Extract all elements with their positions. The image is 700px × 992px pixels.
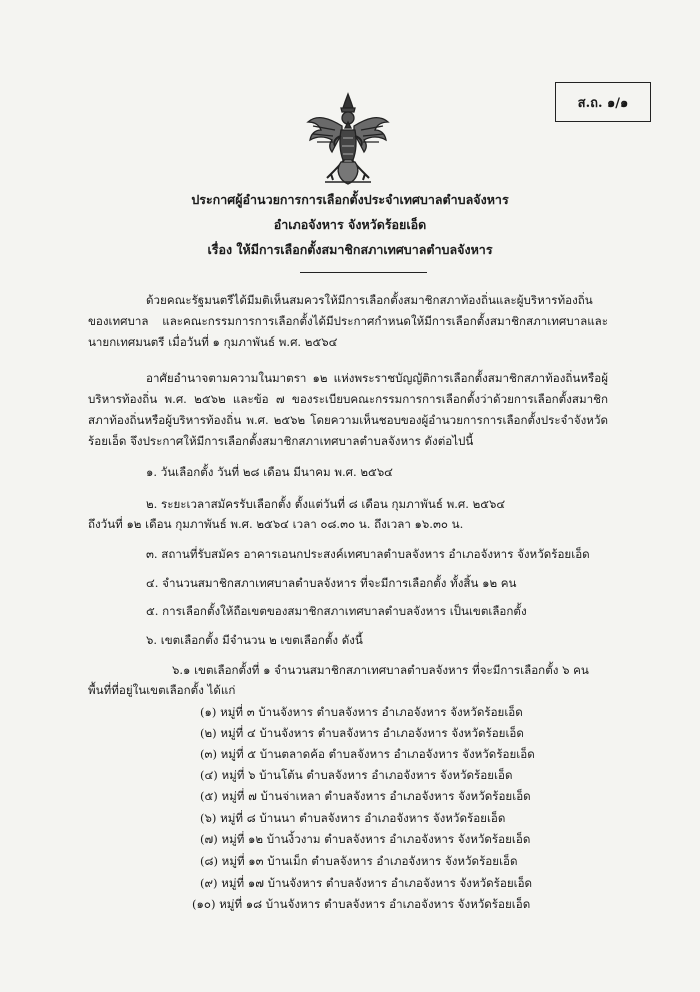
announcement-title: ประกาศผู้อำนวยการการเลือกตั้งประจำเทศบาลตำบลจังหาร: [191, 192, 509, 207]
list-item-village: (๘) หมู่ที่ ๑๓ บ้านเม็ก ตำบลจังหาร อำเภอจังหาร จังหวัดร้อยเอ็ด: [200, 854, 518, 868]
document-code-box: ส.ถ. ๑/๑: [555, 82, 651, 122]
list-item-village: (๑๐) หมู่ที่ ๑๘ บ้านจังหาร ตำบลจังหาร อำเภอจังหาร จังหวัดร้อยเอ็ด: [192, 897, 531, 911]
item-application-venue: ๓. สถานที่รับสมัคร อาคารเอนกประสงค์เทศบาลตำบลจังหาร อำเภอจังหาร จังหวัดร้อยเอ็ด: [146, 547, 590, 561]
list-item-village: (๙) หมู่ที่ ๑๗ บ้านจังหาร ตำบลจังหาร อำเภอจังหาร จังหวัดร้อยเอ็ด: [200, 876, 533, 890]
list-item-village: (๓) หมู่ที่ ๕ บ้านตลาดค้อ ตำบลจังหาร อำเภอจังหาร จังหวัดร้อยเอ็ด: [200, 747, 535, 761]
garuda-emblem-icon: [305, 92, 391, 188]
list-item-village: (๑) หมู่ที่ ๓ บ้านจังหาร ตำบลจังหาร อำเภอจังหาร จังหวัดร้อยเอ็ด: [200, 705, 523, 719]
item-constituency-count: ๖. เขตเลือกตั้ง มีจำนวน ๒ เขตเลือกตั้ง ดังนี้: [146, 633, 363, 647]
paragraph-preamble: ด้วยคณะรัฐมนตรีได้มีมติเห็นสมควรให้มีการเลือกตั้งสมาชิกสภาท้องถิ่นและผู้บริหารท้องถิ่นของเทศบาล และคณะกรรมการการเลือกตั้งได้มีประกาศกำหนดให้มีการเลือกตั้งสมาชิกสภาเทศบาลและนายกเทศมนตรี เมื่อวันที่ ๑ กุมภาพันธ์ พ.ศ. ๒๕๖๔: [88, 293, 608, 349]
list-item-village: (๖) หมู่ที่ ๘ บ้านนา ตำบลจังหาร อำเภอจังหาร จังหวัดร้อยเอ็ด: [200, 811, 506, 825]
announcement-subject: เรื่อง ให้มีการเลือกตั้งสมาชิกสภาเทศบาลตำบลจังหาร: [207, 242, 493, 257]
item-member-count: ๔. จำนวนสมาชิกสภาเทศบาลตำบลจังหาร ที่จะมีการเลือกตั้ง ทั้งสิ้น ๑๒ คน: [146, 576, 517, 590]
announcement-district: อำเภอจังหาร จังหวัดร้อยเอ็ด: [273, 217, 427, 232]
list-item-village: (๗) หมู่ที่ ๑๒ บ้านงิ้วงาม ตำบลจังหาร อำเภอจังหาร จังหวัดร้อยเอ็ด: [200, 832, 531, 846]
list-item-village: (๕) หมู่ที่ ๗ บ้านจ่าเหลา ตำบลจังหาร อำเภอจังหาร จังหวัดร้อยเอ็ด: [200, 789, 531, 803]
item-election-date: ๑. วันเลือกตั้ง วันที่ ๒๘ เดือน มีนาคม พ.ศ. ๒๕๖๔: [146, 465, 393, 479]
item-constituency-one: ๖.๑ เขตเลือกตั้งที่ ๑ จำนวนสมาชิกสภาเทศบาลตำบลจังหาร ที่จะมีการเลือกตั้ง ๖ คน: [172, 663, 589, 677]
paragraph-authority: อาศัยอำนาจตามความในมาตรา ๑๒ แห่งพระราชบัญญัติการเลือกตั้งสมาชิกสภาท้องถิ่นหรือผู้บริหารท้องถิ่น พ.ศ. ๒๕๖๒ และข้อ ๗ ของระเบียบคณะกรรมการการเลือกตั้งว่าด้วยการเลือกตั้งสมาชิกสภาท้องถิ่นหรือผู้บริหารท้องถิ่น พ.ศ. ๒๕๖๒ โดยความเห็นชอบของผู้อำนวยการการเลือกตั้งประจำจังหวัดร้อยเอ็ด จึงประกาศให้มีการเลือกตั้งสมาชิกสภาเทศบาลตำบลจังหาร ดังต่อไปนี้: [88, 371, 608, 448]
item-constituency-one-area: พื้นที่ที่อยู่ในเขตเลือกตั้ง ได้แก่: [88, 683, 236, 697]
title-underline: [300, 272, 427, 273]
item-constituency-basis: ๕. การเลือกตั้งให้ถือเขตของสมาชิกสภาเทศบาลตำบลจังหาร เป็นเขตเลือกตั้ง: [146, 604, 527, 618]
item-application-period-cont: ถึงวันที่ ๑๒ เดือน กุมภาพันธ์ พ.ศ. ๒๕๖๔ เวลา ๐๘.๓๐ น. ถึงเวลา ๑๖.๓๐ น.: [88, 517, 464, 531]
list-item-village: (๒) หมู่ที่ ๔ บ้านจังหาร ตำบลจังหาร อำเภอจังหาร จังหวัดร้อยเอ็ด: [200, 726, 524, 740]
list-item-village: (๔) หมู่ที่ ๖ บ้านโต้น ตำบลจังหาร อำเภอจังหาร จังหวัดร้อยเอ็ด: [200, 768, 513, 782]
item-application-period: ๒. ระยะเวลาสมัครรับเลือกตั้ง ตั้งแต่วันที่ ๘ เดือน กุมภาพันธ์ พ.ศ. ๒๕๖๔: [146, 497, 506, 511]
